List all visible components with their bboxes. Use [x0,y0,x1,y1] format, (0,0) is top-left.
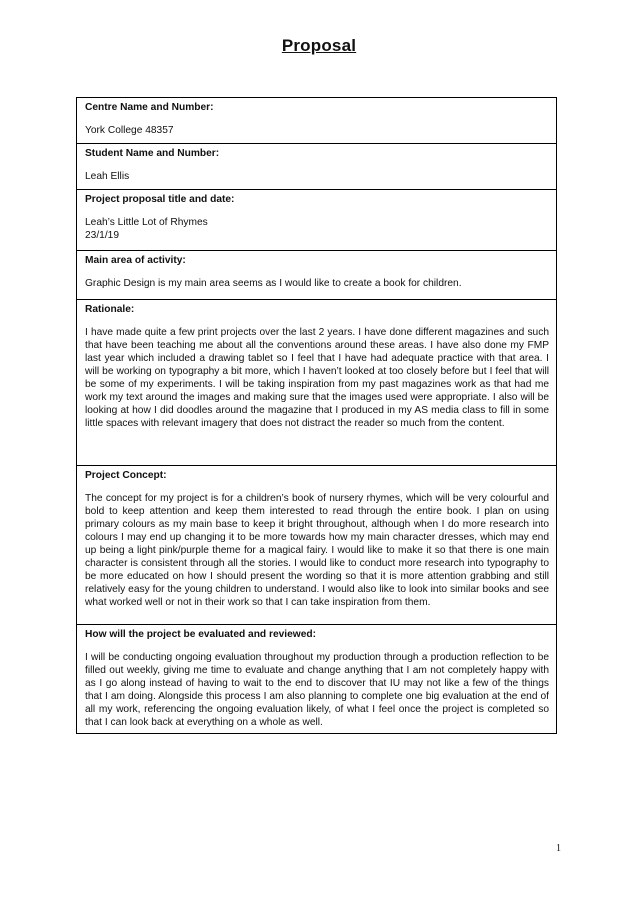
concept-row [77,466,557,625]
proposal-form-table [76,97,557,734]
main-area-value: Graphic Design is my main area seems as I would like to create a book for children. [85,278,462,289]
centre-row [77,98,557,144]
main-area-heading: Main area of activity: [85,255,186,266]
concept-cell [77,466,557,625]
evaluation-text: I will be conducting ongoing evaluation throughout my production through a production reflection to be filled out weekly, giving me time to evaluate and change anything that I am not completely happy with as I go along instead of having to wait to the end to discover that IU may not like a few of the things that I am doing. Alongside this process I am also planning to complete one big evaluation at the end of all my work, referencing the ongoing evaluation likely, of what I feel once the project is completed so that I can look back at everything on a whole as well. [85,652,549,728]
centre-heading: Centre Name and Number: [85,102,214,113]
student-row [77,144,557,190]
rationale-heading: Rationale: [85,304,135,315]
student-cell [77,144,557,190]
project-title-cell [77,190,557,251]
concept-text: The concept for my project is for a children’s book of nursery rhymes, which will be very colourful and bold to keep attention and keep them interested to read through the entire book. I plan on using primary colours as my main base to keep it bright throughout, although when I do more research into colours I may end up changing it to be more towards how my main character dresses, which may end up being a light pink/purple theme for a magical fairy. I would like to make it so that there is one main character is consistent through all the stories. I would like to conduct more research into typography to be more educated on how I should present the wording so that it is more attention grabbing and still relatively easy for the young children to understand. I would also like to look into similar books and see what worked well or not in their work so that I can take inspiration from them. [85,493,549,608]
project-title-heading: Project proposal title and date: [85,194,235,205]
rationale-text: I have made quite a few print projects over the last 2 years. I have done different magazines and such that have been teaching me about all the conventions around these areas. I have also done my FMP last year which included a drawing tablet so I feel that I have had adequate practice with that area. I will be working on typography a bit more, which I haven’t looked at too closely before but I feel that will be some of my experiments. I will be taking inspiration from my past magazines work as that had me work my text around the images and making sure that the images used were appropriate. I also will be looking at how I did doodles around the magazine that I produced in my AS media class to fill in some little spaces with relevant imagery that does not distract the reader so much from the content. [85,327,549,429]
evaluation-cell [77,625,557,734]
page-number: 1 [556,843,561,854]
project-title-value: Leah’s Little Lot of Rhymes 23/1/19 [85,217,208,241]
main-area-row [77,251,557,300]
rationale-cell [77,300,557,466]
page-title: Proposal [281,36,357,55]
centre-value: York College 48357 [85,125,174,136]
main-area-cell [77,251,557,300]
evaluation-heading: How will the project be evaluated and reviewed: [85,629,316,640]
student-value: Leah Ellis [85,171,130,182]
centre-cell [77,98,557,144]
concept-heading: Project Concept: [85,470,167,481]
rationale-row [77,300,557,466]
student-heading: Student Name and Number: [85,148,220,159]
evaluation-row [77,625,557,734]
project-title-row [77,190,557,251]
